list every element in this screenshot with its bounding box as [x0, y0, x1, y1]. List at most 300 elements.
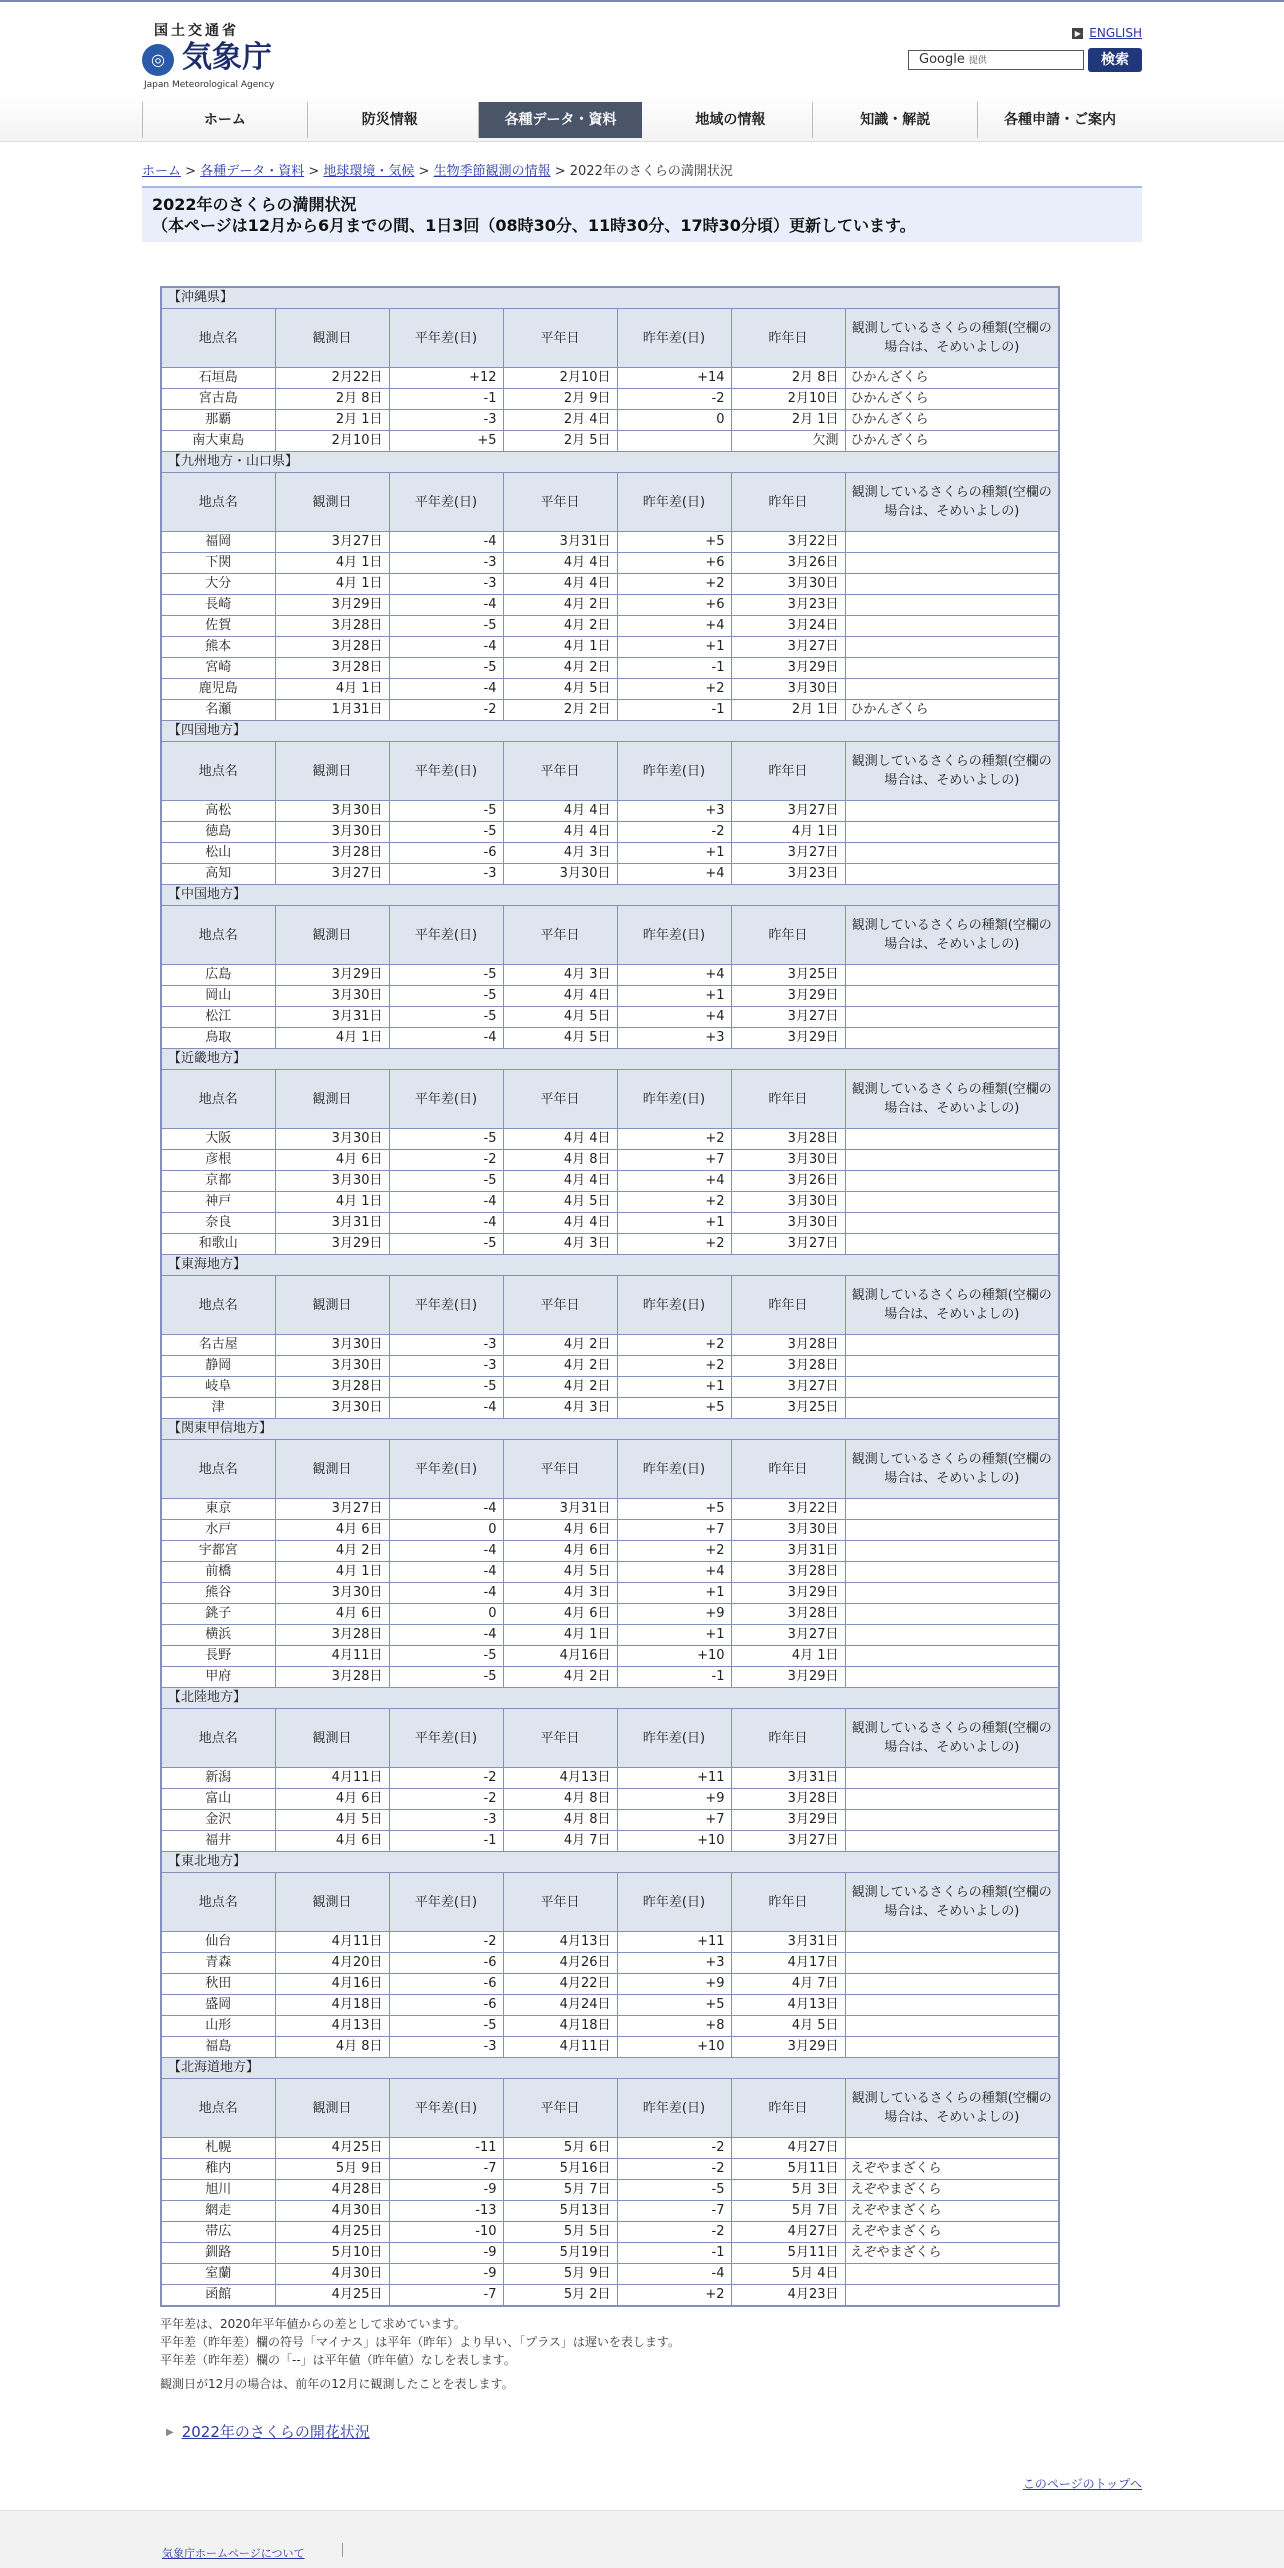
table-cell: 4月 3日	[503, 965, 617, 986]
table-cell: 富山	[161, 1789, 275, 1810]
nav-item-6[interactable]: 各種申請・ご案内	[977, 102, 1142, 138]
table-cell: -6	[389, 1974, 503, 1995]
table-cell: 甲府	[161, 1667, 275, 1688]
table-cell: 5月11日	[731, 2243, 845, 2264]
table-cell: 4月 7日	[731, 1974, 845, 1995]
table-cell	[845, 1583, 1059, 1604]
table-cell: ひかんざくら	[845, 368, 1059, 389]
bloom-table-wrap	[160, 286, 1058, 2307]
table-cell: +4	[617, 1007, 731, 1028]
table-cell: 3月30日	[275, 1583, 389, 1604]
main-content	[142, 160, 1142, 2442]
table-row	[161, 1789, 1059, 1810]
table-cell: 3月31日	[731, 1768, 845, 1789]
table-cell: -6	[389, 1995, 503, 2016]
table-cell: ひかんざくら	[845, 431, 1059, 452]
arrow-icon: ▶	[166, 2427, 174, 2438]
table-cell: -5	[389, 965, 503, 986]
column-header: 平年日	[503, 1873, 617, 1932]
table-cell: -4	[389, 1398, 503, 1419]
table-cell	[845, 1667, 1059, 1688]
table-cell: 高知	[161, 864, 275, 885]
table-cell: 3月30日	[275, 1171, 389, 1192]
table-row	[161, 2159, 1059, 2180]
table-cell: 4月 6日	[503, 1520, 617, 1541]
table-cell	[845, 1377, 1059, 1398]
table-cell: +5	[617, 1995, 731, 2016]
column-header: 地点名	[161, 742, 275, 801]
column-header: 昨年日	[731, 1709, 845, 1768]
table-cell: -3	[389, 2037, 503, 2058]
table-cell: 4月 2日	[275, 1541, 389, 1562]
table-cell: -5	[389, 1234, 503, 1255]
table-row	[161, 2138, 1059, 2159]
column-header: 昨年日	[731, 309, 845, 368]
table-cell: 3月30日	[275, 1335, 389, 1356]
column-header: 昨年日	[731, 742, 845, 801]
table-cell: +10	[617, 1646, 731, 1667]
region-name: 【九州地方・山口県】	[161, 452, 1059, 473]
table-cell: 4月 3日	[503, 843, 617, 864]
table-cell: -2	[389, 1768, 503, 1789]
table-cell: +9	[617, 1974, 731, 1995]
table-row	[161, 1932, 1059, 1953]
table-row	[161, 1604, 1059, 1625]
table-cell: 2月10日	[731, 389, 845, 410]
table-cell: -5	[389, 1171, 503, 1192]
table-row	[161, 1562, 1059, 1583]
table-cell: 岡山	[161, 986, 275, 1007]
table-cell: -3	[389, 1356, 503, 1377]
table-cell: 5月 7日	[731, 2201, 845, 2222]
table-cell: 4月 8日	[503, 1789, 617, 1810]
column-header: 平年日	[503, 309, 617, 368]
breadcrumb-separator: >	[304, 164, 324, 179]
table-row	[161, 843, 1059, 864]
table-cell: +4	[617, 965, 731, 986]
breadcrumb-link-2[interactable]: 各種データ・資料	[200, 164, 305, 179]
column-header: 地点名	[161, 1709, 275, 1768]
table-cell: 4月 1日	[275, 574, 389, 595]
table-cell: +14	[617, 368, 731, 389]
table-cell: +2	[617, 679, 731, 700]
table-cell	[845, 2264, 1059, 2285]
footer-about-link[interactable]: 気象庁ホームページについて	[162, 2547, 305, 2560]
table-cell: 長野	[161, 1646, 275, 1667]
global-nav	[0, 94, 1284, 142]
nav-list	[142, 94, 1142, 138]
column-header: 平年日	[503, 2079, 617, 2138]
table-cell: 2月 4日	[503, 410, 617, 431]
table-cell: ひかんざくら	[845, 410, 1059, 431]
column-header: 昨年日	[731, 1440, 845, 1499]
table-cell: +2	[617, 574, 731, 595]
table-cell: 3月23日	[731, 864, 845, 885]
table-cell	[845, 1541, 1059, 1562]
table-cell: 4月 2日	[503, 1356, 617, 1377]
table-cell: 4月 1日	[275, 1192, 389, 1213]
table-row	[161, 1398, 1059, 1419]
table-cell	[845, 1007, 1059, 1028]
table-cell	[845, 595, 1059, 616]
table-row	[161, 1768, 1059, 1789]
table-cell: 3月28日	[275, 637, 389, 658]
table-cell: 京都	[161, 1171, 275, 1192]
table-cell: 4月 6日	[275, 1520, 389, 1541]
table-cell: 福井	[161, 1831, 275, 1852]
footer	[0, 2510, 1284, 2568]
column-header: 地点名	[161, 2079, 275, 2138]
table-cell: 4月22日	[503, 1974, 617, 1995]
table-cell: 3月28日	[731, 1356, 845, 1377]
table-cell: 札幌	[161, 2138, 275, 2159]
breadcrumb-link-3[interactable]: 地球環境・気候	[323, 164, 415, 179]
column-header: 昨年日	[731, 473, 845, 532]
region-row	[161, 452, 1059, 473]
table-cell: 4月 2日	[503, 616, 617, 637]
table-cell: 広島	[161, 965, 275, 986]
column-header: 観測日	[275, 906, 389, 965]
breadcrumb-link-4[interactable]: 生物季節観測の情報	[433, 164, 551, 179]
table-cell: -4	[617, 2264, 731, 2285]
search-brand: Google	[919, 52, 965, 67]
table-cell: -9	[389, 2243, 503, 2264]
table-cell	[845, 1932, 1059, 1953]
column-header: 観測日	[275, 1440, 389, 1499]
table-row	[161, 658, 1059, 679]
table-cell	[845, 1129, 1059, 1150]
table-cell: 3月29日	[731, 2037, 845, 2058]
table-cell: -4	[389, 637, 503, 658]
column-header: 観測日	[275, 2079, 389, 2138]
column-header: 地点名	[161, 1873, 275, 1932]
column-header: 昨年差(日)	[617, 309, 731, 368]
table-cell	[845, 616, 1059, 637]
table-cell: 4月 3日	[503, 1583, 617, 1604]
table-cell: 3月27日	[731, 1831, 845, 1852]
table-cell: 3月27日	[731, 1377, 845, 1398]
table-row	[161, 616, 1059, 637]
table-row	[161, 864, 1059, 885]
table-row	[161, 368, 1059, 389]
region-name: 【東海地方】	[161, 1255, 1059, 1276]
nav-item-4[interactable]: 地域の情報	[695, 112, 766, 128]
table-cell: 4月20日	[275, 1953, 389, 1974]
table-cell: 銚子	[161, 1604, 275, 1625]
table-cell	[845, 1995, 1059, 2016]
table-cell: -2	[389, 1789, 503, 1810]
table-cell: 4月 3日	[503, 1398, 617, 1419]
table-cell: 3月27日	[275, 864, 389, 885]
table-cell: ひかんざくら	[845, 389, 1059, 410]
table-row	[161, 2222, 1059, 2243]
table-cell: 2月 8日	[275, 389, 389, 410]
agency-name-en: Japan Meteorological Agency	[144, 80, 275, 90]
table-cell: 大阪	[161, 1129, 275, 1150]
table-cell	[845, 965, 1059, 986]
table-cell: 室蘭	[161, 2264, 275, 2285]
table-cell: 4月11日	[503, 2037, 617, 2058]
breadcrumb-current: 2022年のさくらの満開状況	[569, 164, 733, 179]
table-cell: -1	[617, 700, 731, 721]
table-cell: 4月 1日	[503, 637, 617, 658]
column-header: 地点名	[161, 309, 275, 368]
table-cell: -2	[617, 2222, 731, 2243]
table-cell: 4月13日	[503, 1932, 617, 1953]
table-cell: 3月22日	[731, 1499, 845, 1520]
table-cell: 4月 4日	[503, 822, 617, 843]
column-header: 観測日	[275, 1070, 389, 1129]
column-header: 地点名	[161, 1070, 275, 1129]
search-input[interactable]	[908, 50, 1084, 70]
search-button[interactable]: 検索	[1088, 48, 1142, 72]
table-cell: 和歌山	[161, 1234, 275, 1255]
region-name: 【関東甲信地方】	[161, 1419, 1059, 1440]
table-cell: 福島	[161, 2037, 275, 2058]
table-cell: 2月 1日	[275, 410, 389, 431]
table-cell: 3月31日	[503, 1499, 617, 1520]
table-cell: -1	[617, 1667, 731, 1688]
table-cell: 4月 1日	[503, 1625, 617, 1646]
table-cell: -5	[389, 1377, 503, 1398]
page-title	[142, 186, 1142, 242]
table-cell: 4月 2日	[503, 658, 617, 679]
english-link[interactable]: ENGLISH	[1089, 26, 1142, 40]
column-header: 昨年差(日)	[617, 1276, 731, 1335]
column-header: 観測しているさくらの種類(空欄の場合は、そめいよしの)	[845, 742, 1059, 801]
table-cell: 4月 5日	[503, 1562, 617, 1583]
table-cell: 熊本	[161, 637, 275, 658]
table-cell: 3月29日	[731, 658, 845, 679]
table-cell: 3月27日	[731, 637, 845, 658]
table-cell: 4月25日	[275, 2138, 389, 2159]
table-cell: 2月 5日	[503, 431, 617, 452]
related-link-wrap	[166, 2421, 1142, 2442]
table-cell: -4	[389, 595, 503, 616]
table-cell: 福岡	[161, 532, 275, 553]
table-cell: 5月 9日	[275, 2159, 389, 2180]
table-cell: 4月 5日	[731, 2016, 845, 2037]
table-row	[161, 1541, 1059, 1562]
table-cell: 3月29日	[275, 965, 389, 986]
table-cell: +3	[617, 1953, 731, 1974]
column-header: 昨年日	[731, 906, 845, 965]
jma-logo[interactable]	[142, 20, 282, 90]
related-link[interactable]: 2022年のさくらの開花状況	[181, 2423, 370, 2441]
table-row	[161, 431, 1059, 452]
table-row	[161, 1995, 1059, 2016]
table-cell: 5月 6日	[503, 2138, 617, 2159]
table-cell: 3月31日	[503, 532, 617, 553]
table-cell: 水戸	[161, 1520, 275, 1541]
column-header: 昨年差(日)	[617, 473, 731, 532]
region-name: 【四国地方】	[161, 721, 1059, 742]
table-cell: 4月 5日	[275, 1810, 389, 1831]
table-row	[161, 1129, 1059, 1150]
table-cell	[845, 1810, 1059, 1831]
table-cell: -4	[389, 1499, 503, 1520]
table-cell: 1月31日	[275, 700, 389, 721]
table-cell: -11	[389, 2138, 503, 2159]
table-cell: +2	[617, 1192, 731, 1213]
column-header: 観測しているさくらの種類(空欄の場合は、そめいよしの)	[845, 2079, 1059, 2138]
table-cell: 帯広	[161, 2222, 275, 2243]
table-cell: 4月 5日	[503, 1028, 617, 1049]
back-to-top-link[interactable]: このページのトップへ	[1022, 2477, 1142, 2491]
nav-item-3[interactable]: 各種データ・資料	[478, 102, 643, 138]
table-cell	[845, 1562, 1059, 1583]
table-cell: 3月27日	[731, 1234, 845, 1255]
table-cell: 東京	[161, 1499, 275, 1520]
region-row	[161, 885, 1059, 906]
table-cell: -13	[389, 2201, 503, 2222]
table-cell: +4	[617, 616, 731, 637]
table-cell: -4	[389, 1192, 503, 1213]
table-cell	[845, 1831, 1059, 1852]
table-row	[161, 553, 1059, 574]
table-cell: 3月23日	[731, 595, 845, 616]
table-cell: 4月 2日	[503, 1335, 617, 1356]
table-cell: 3月30日	[503, 864, 617, 885]
table-cell: +4	[617, 1562, 731, 1583]
column-header: 平年日	[503, 1709, 617, 1768]
table-cell: +1	[617, 637, 731, 658]
table-cell: 3月28日	[731, 1129, 845, 1150]
table-cell: 3月30日	[731, 1192, 845, 1213]
site-header	[142, 2, 1142, 94]
table-cell: +7	[617, 1150, 731, 1171]
column-header: 観測しているさくらの種類(空欄の場合は、そめいよしの)	[845, 1440, 1059, 1499]
table-cell: 5月 9日	[503, 2264, 617, 2285]
nav-item-5[interactable]: 知識・解説	[812, 102, 977, 138]
column-header: 地点名	[161, 473, 275, 532]
agency-name: 気象庁	[182, 40, 272, 75]
note-line: 平年差（昨年差）欄の符号「マイナス」は平年（昨年）より早い、「プラス」は遅いを表します。	[160, 2335, 680, 2349]
table-cell: 2月22日	[275, 368, 389, 389]
table-cell: +6	[617, 595, 731, 616]
table-cell: 4月 1日	[275, 553, 389, 574]
region-name: 【中国地方】	[161, 885, 1059, 906]
column-header: 平年差(日)	[389, 309, 503, 368]
table-cell	[845, 1028, 1059, 1049]
column-header: 昨年差(日)	[617, 1070, 731, 1129]
table-cell: 5月16日	[503, 2159, 617, 2180]
table-cell: -2	[617, 389, 731, 410]
table-cell: -5	[389, 2016, 503, 2037]
table-cell: -5	[389, 986, 503, 1007]
table-cell: 4月 4日	[503, 986, 617, 1007]
table-cell: +2	[617, 1335, 731, 1356]
table-cell: 函館	[161, 2285, 275, 2307]
full-bloom-table	[160, 286, 1060, 2307]
table-cell: 4月30日	[275, 2201, 389, 2222]
table-cell: 3月30日	[275, 801, 389, 822]
column-header: 平年差(日)	[389, 2079, 503, 2138]
table-cell	[845, 1953, 1059, 1974]
column-header: 観測しているさくらの種類(空欄の場合は、そめいよしの)	[845, 1873, 1059, 1932]
table-cell: 3月30日	[731, 1213, 845, 1234]
nav-item-2[interactable]: 防災情報	[307, 102, 472, 138]
table-cell: +5	[617, 1398, 731, 1419]
region-row	[161, 1852, 1059, 1873]
table-header-row	[161, 2079, 1059, 2138]
table-cell: 欠測	[731, 431, 845, 452]
table-cell	[845, 1150, 1059, 1171]
table-row	[161, 595, 1059, 616]
table-cell: 3月29日	[731, 1028, 845, 1049]
table-cell: +9	[617, 1604, 731, 1625]
table-cell: 神戸	[161, 1192, 275, 1213]
column-header: 平年日	[503, 1070, 617, 1129]
nav-item-1[interactable]: ホーム	[142, 102, 307, 138]
column-header: 平年日	[503, 1276, 617, 1335]
table-cell: 5月 3日	[731, 2180, 845, 2201]
table-cell: えぞやまざくら	[845, 2243, 1059, 2264]
table-cell: 5月 2日	[503, 2285, 617, 2307]
table-cell: -4	[389, 1562, 503, 1583]
table-cell: 4月23日	[731, 2285, 845, 2307]
table-cell: -5	[617, 2180, 731, 2201]
table-cell: 盛岡	[161, 1995, 275, 2016]
table-row	[161, 637, 1059, 658]
table-cell	[845, 2138, 1059, 2159]
table-cell: -3	[389, 1335, 503, 1356]
table-cell: 網走	[161, 2201, 275, 2222]
table-cell: 3月22日	[731, 532, 845, 553]
table-cell	[845, 1356, 1059, 1377]
breadcrumb-link-1[interactable]: ホーム	[142, 164, 182, 179]
column-header: 観測日	[275, 1276, 389, 1335]
table-row	[161, 1667, 1059, 1688]
table-cell: +3	[617, 1028, 731, 1049]
column-header: 観測しているさくらの種類(空欄の場合は、そめいよしの)	[845, 906, 1059, 965]
table-header-row	[161, 1709, 1059, 1768]
table-cell: 3月27日	[731, 801, 845, 822]
table-cell: 3月30日	[275, 1129, 389, 1150]
table-cell: 4月 1日	[275, 1028, 389, 1049]
table-cell: 4月 6日	[503, 1541, 617, 1562]
note-line: 観測日が12月の場合は、前年の12月に観測したことを表します。	[160, 2377, 514, 2391]
table-cell: 4月27日	[731, 2138, 845, 2159]
table-cell: +1	[617, 1583, 731, 1604]
table-cell: 3月29日	[731, 1583, 845, 1604]
table-cell: +10	[617, 2037, 731, 2058]
ministry-name: 国土交通省	[154, 23, 239, 39]
table-cell: -5	[389, 658, 503, 679]
table-row	[161, 1625, 1059, 1646]
table-cell: 4月11日	[275, 1932, 389, 1953]
table-cell: -4	[389, 679, 503, 700]
table-cell: 2月10日	[275, 431, 389, 452]
table-cell: えぞやまざくら	[845, 2159, 1059, 2180]
table-cell: 2月 2日	[503, 700, 617, 721]
table-cell: -3	[389, 864, 503, 885]
table-cell: 4月27日	[731, 2222, 845, 2243]
region-row	[161, 721, 1059, 742]
table-cell: 3月30日	[275, 986, 389, 1007]
table-cell: 大分	[161, 574, 275, 595]
table-row	[161, 822, 1059, 843]
table-cell	[845, 532, 1059, 553]
column-header: 昨年日	[731, 1873, 845, 1932]
table-row	[161, 1520, 1059, 1541]
region-row	[161, 2058, 1059, 2079]
table-cell: 5月19日	[503, 2243, 617, 2264]
table-cell: 3月30日	[731, 574, 845, 595]
table-row	[161, 986, 1059, 1007]
table-cell: 3月30日	[731, 1520, 845, 1541]
table-cell: 熊谷	[161, 1583, 275, 1604]
